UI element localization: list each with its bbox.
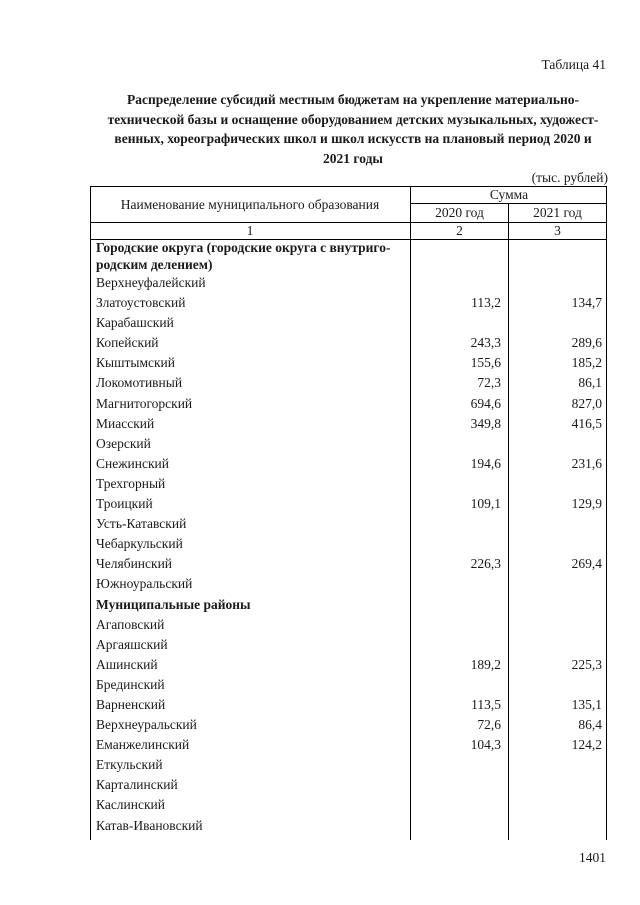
amount-2020 [410,434,508,454]
column-number-2: 2 [456,223,463,238]
municipality-name: Аргаяшский [96,636,168,652]
table-row [90,474,607,494]
amount-2021: 134,7 [571,295,602,311]
amount-2020 [410,755,508,775]
municipality-name: Варненский [96,696,166,712]
municipality-name: Верхнеуфалейский [96,275,206,290]
municipality-name: Миасский [96,415,155,431]
table-row [90,675,607,695]
municipality-name: Озерский [96,435,151,451]
municipality-name: Еткульский [96,757,163,773]
table-row [90,795,607,815]
amount-2020: 113,5 [471,696,501,712]
amount-2020: 226,3 [470,556,501,572]
amount-2020 [410,534,508,554]
amount-2020: 349,8 [470,415,501,431]
amount-2021 [508,775,607,795]
amount-2020: 72,6 [477,717,501,733]
title-line: Распределение субсидий местным бюджетам на укрепление материально- [127,92,579,107]
amount-2021 [508,615,607,635]
municipality-name: Южноуральский [96,576,193,592]
amount-2021: 416,5 [571,415,602,431]
table-row [90,715,607,735]
table-row [90,775,607,795]
table-body [90,239,607,836]
amount-2020 [410,775,508,795]
municipality-name: Магнитогорский [96,395,193,411]
header-sum: Сумма [489,187,529,202]
amount-2021: 289,6 [571,335,602,351]
amount-2020: 109,1 [470,496,501,512]
amount-2021 [508,313,607,333]
amount-2021: 827,0 [571,395,602,411]
table-row [90,554,607,574]
table-row [90,333,607,353]
amount-2020 [410,615,508,635]
amount-2020: 113,2 [471,295,501,311]
amount-2021: 124,2 [571,737,602,753]
amount-2021: 269,4 [571,556,602,572]
amount-2021 [508,635,607,655]
table-row [90,394,607,414]
municipality-name: Снежинский [96,455,169,471]
amount-2021 [508,534,607,554]
table-row [90,373,607,393]
municipality-name: Копейский [96,335,159,351]
amount-2021 [508,816,607,836]
amount-2020 [410,474,508,494]
amount-2021 [508,514,607,534]
table-row [90,655,607,675]
section-heading-text: Муниципальные районы [96,596,251,612]
amount-2021: 86,4 [578,717,602,733]
column-number-1: 1 [246,223,254,238]
amount-2021: 185,2 [571,355,602,371]
amount-2020 [410,816,508,836]
table-row [90,414,607,434]
table-row [90,534,607,554]
amount-2020 [410,273,508,293]
table-row [90,574,607,594]
header-year-2020: 2020 год [435,205,484,220]
municipality-name: Каслинский [96,797,165,813]
section-heading-text: родским делением) [96,257,213,272]
title-line: технической базы и оснащение оборудованием детских музыкальных, художест- [107,111,599,127]
table-row [90,494,607,514]
amount-2021: 231,6 [571,455,602,471]
amount-2020: 243,3 [470,335,501,351]
table-row [90,816,607,836]
municipality-name: Троицкий [96,496,153,512]
table-row [90,735,607,755]
table-row [90,514,607,534]
column-number-3: 3 [554,223,561,238]
amount-2020: 72,3 [477,375,501,391]
municipality-name: Ашинский [96,656,158,672]
amount-2020 [410,514,508,534]
municipality-name: Челябинский [96,556,173,572]
municipality-name: Агаповский [96,616,165,632]
section-heading-text: Городские округа (городские округа с внутриго- [96,240,391,255]
amount-2021 [508,795,607,815]
municipality-name: Еманжелинский [96,737,190,753]
table-row [90,695,607,715]
amount-2021: 86,1 [578,375,602,391]
amount-2021: 225,3 [571,656,602,672]
amount-2021: 135,1 [571,696,602,712]
subsidy-table [90,186,607,840]
table-row [90,353,607,373]
municipality-name: Локомотивный [96,375,183,391]
municipality-name: Усть-Катавский [96,516,187,532]
document-title [96,90,610,169]
amount-2020: 155,6 [470,355,501,371]
municipality-name: Чебаркульский [96,536,183,552]
table-row [90,755,607,775]
municipality-name: Верхнеуральский [96,717,197,733]
amount-2020: 694,6 [470,395,501,411]
header-year-2021: 2021 год [533,205,582,220]
title-line: 2021 годы [323,151,383,167]
amount-2021: 129,9 [571,496,602,512]
page-number: 1401 [579,850,606,865]
amount-2021 [508,434,607,454]
municipality-name: Златоустовский [96,295,186,311]
municipality-name: Карталинский [96,777,178,793]
amount-2021 [508,675,607,695]
amount-2020: 189,2 [470,656,501,672]
amount-2020: 104,3 [470,737,501,753]
table-row [90,313,607,333]
table-row [90,293,607,313]
amount-2020 [410,313,508,333]
amount-2020 [410,574,508,594]
amount-2021 [508,474,607,494]
table-row [90,273,607,293]
amount-2020 [410,675,508,695]
amount-2021 [508,273,607,293]
table-row [90,434,607,454]
unit-label: (тыс. рублей) [531,170,608,185]
municipality-name: Карабашский [96,315,174,331]
municipality-name: Брединский [96,676,165,692]
table-row [90,635,607,655]
section-heading-row [90,595,607,615]
amount-2021 [508,755,607,775]
title-line: венных, хореографических школ и школ искусств на плановый период 2020 и [114,131,592,147]
table-row [90,615,607,635]
table-row [90,454,607,474]
municipality-name: Кыштымский [96,355,175,371]
table-label: Таблица 41 [541,57,606,72]
section-heading-row [90,239,607,273]
amount-2020 [410,795,508,815]
amount-2021 [508,574,607,594]
amount-2020 [410,635,508,655]
municipality-name: Катав-Ивановский [96,817,203,833]
header-name-column: Наименование муниципального образования [120,196,380,212]
municipality-name: Трехгорный [96,475,166,491]
amount-2020: 194,6 [470,455,501,471]
